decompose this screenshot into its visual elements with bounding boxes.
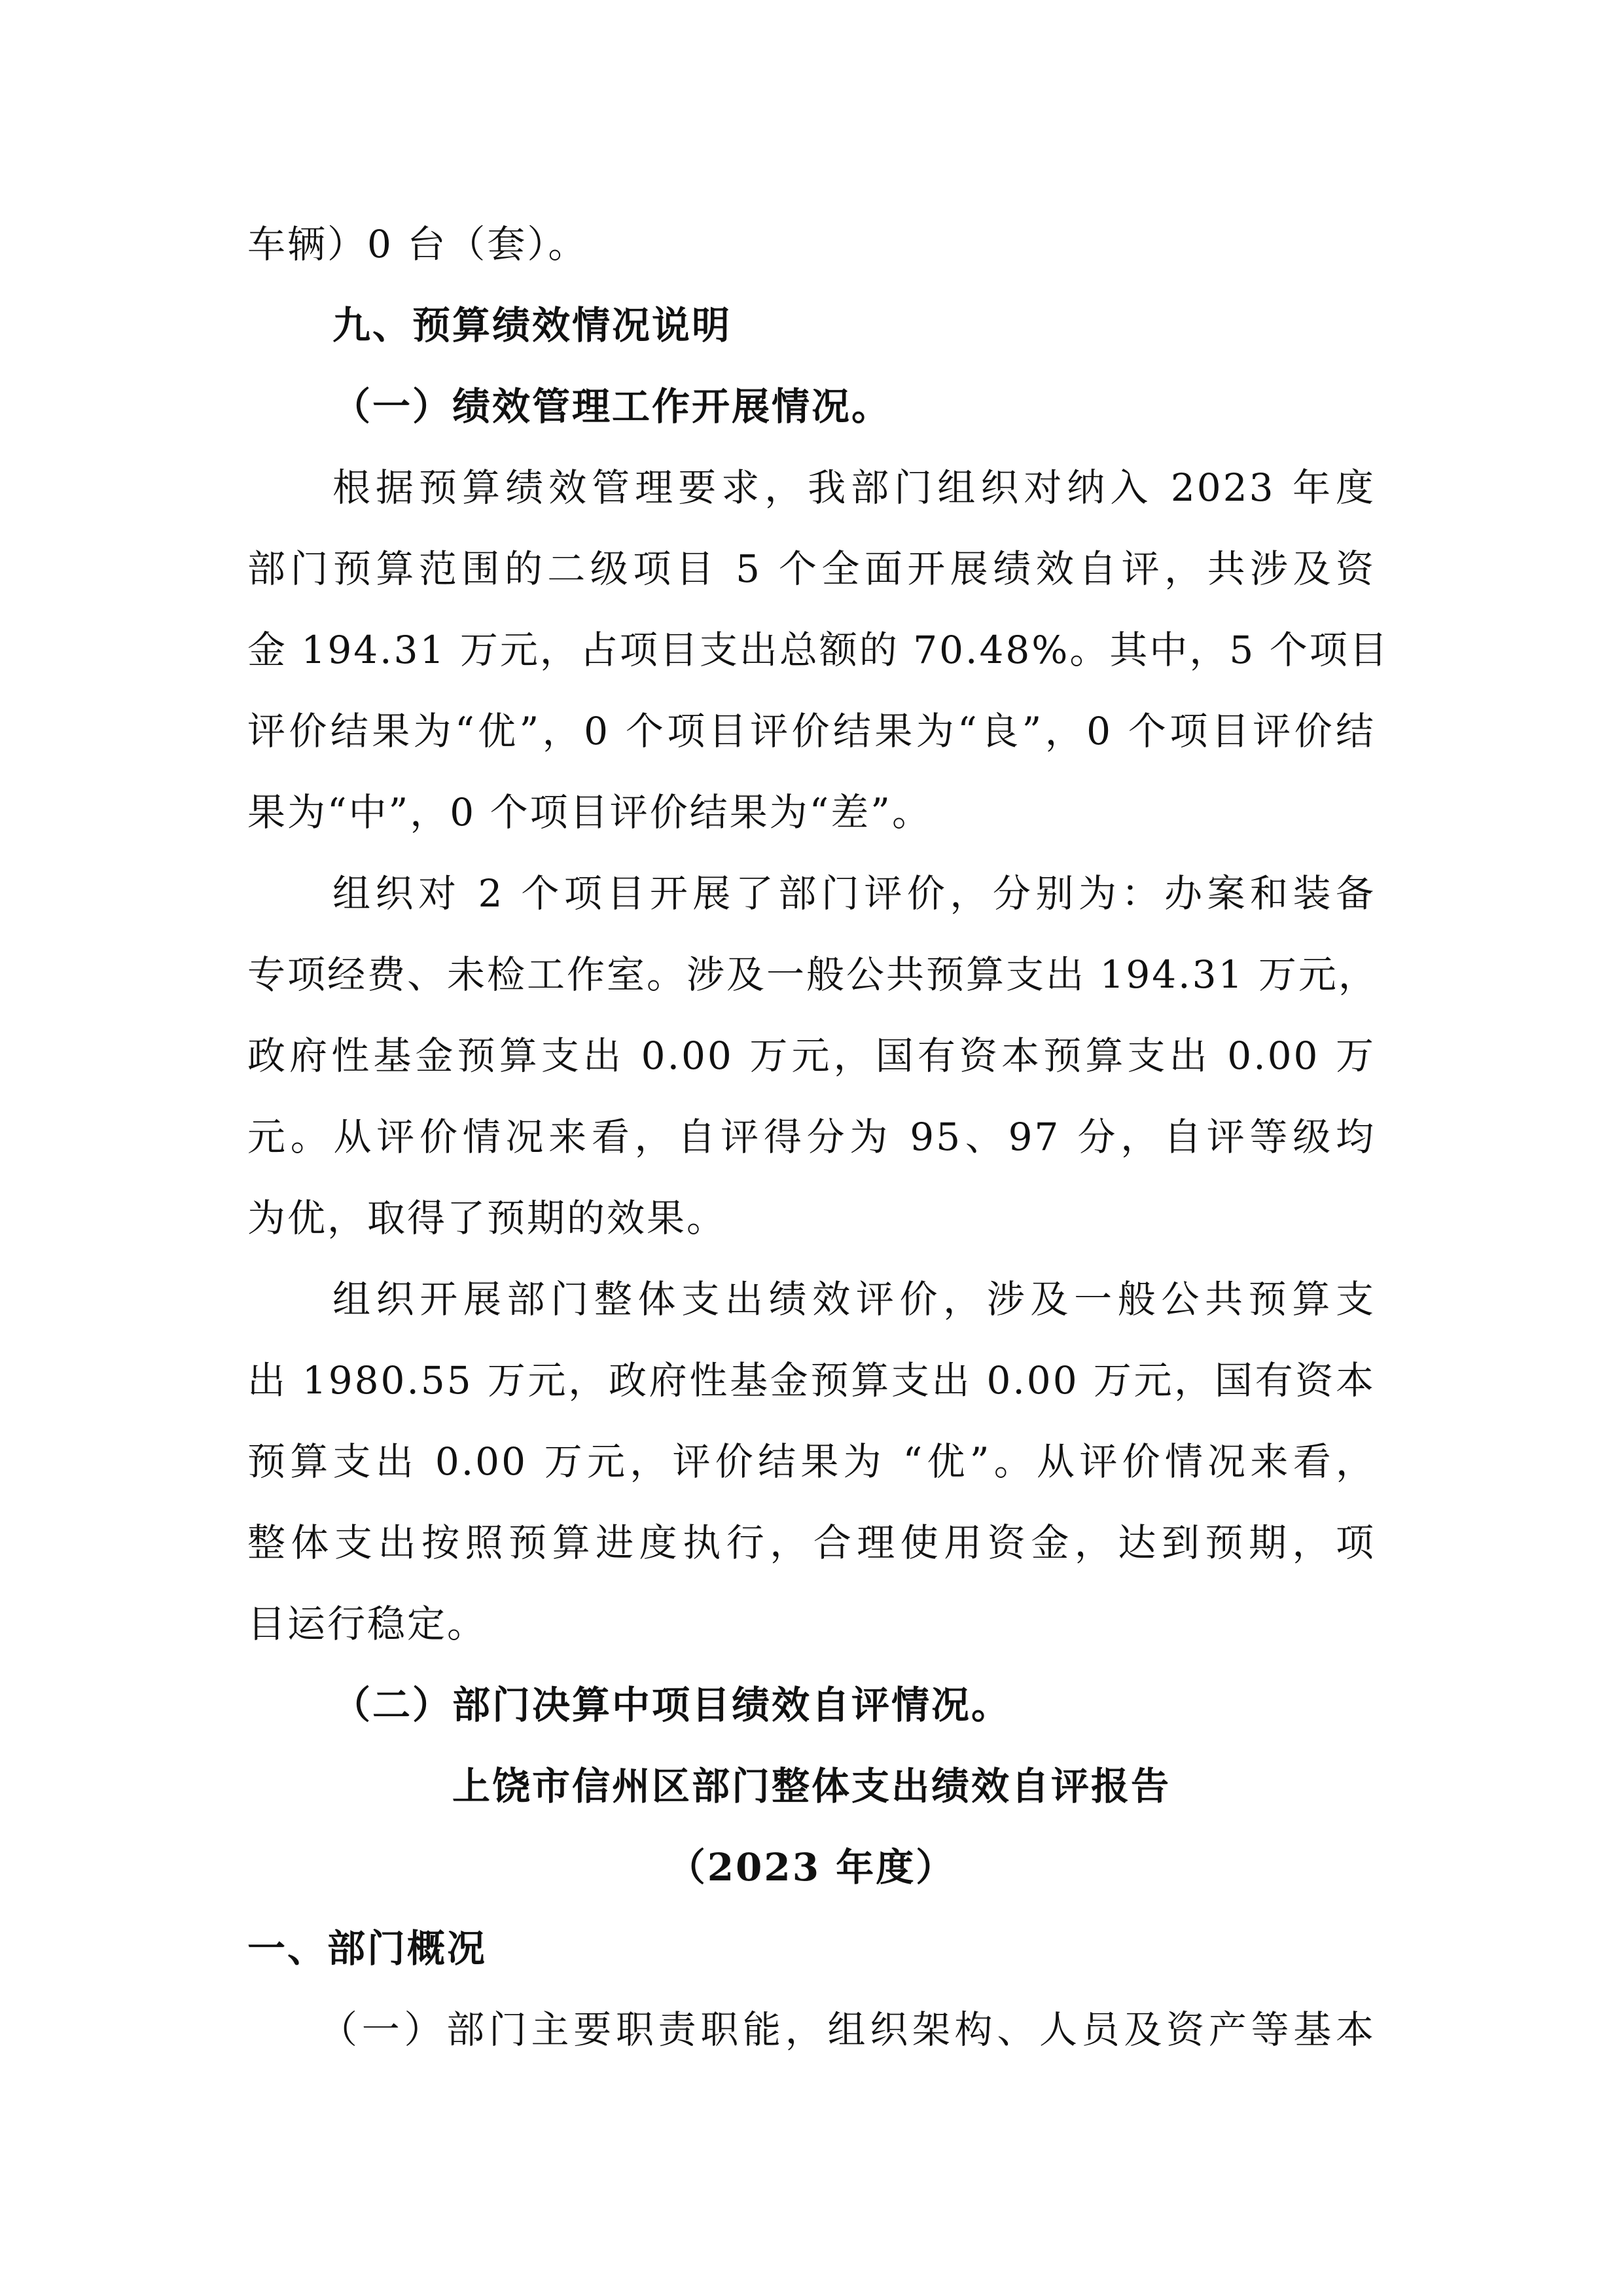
paragraph-line: 元。从评价情况来看，自评得分为 95、97 分，自评等级均 <box>247 1115 1376 1159</box>
section-heading: 一、部门概况 <box>247 1926 488 1971</box>
subsection-heading: （一）绩效管理工作开展情况。 <box>332 384 892 429</box>
paragraph-line: 整体支出按照预算进度执行，合理使用资金，达到预期，项 <box>247 1520 1376 1565</box>
paragraph-line: 金 194.31 万元，占项目支出总额的 70.48%。其中，5 个项目 <box>247 628 1389 672</box>
text-line: 车辆）0 台（套）。 <box>247 222 588 266</box>
paragraph-line: 组织对 2 个项目开展了部门评价，分别为：办案和装备 <box>332 871 1376 916</box>
report-title: 上饶市信州区部门整体支出绩效自评报告 <box>452 1764 1171 1808</box>
paragraph-line: 出 1980.55 万元，政府性基金预算支出 0.00 万元，国有资本 <box>247 1358 1376 1403</box>
paragraph-line: 组织开展部门整体支出绩效评价，涉及一般公共预算支 <box>332 1277 1376 1321</box>
paragraph-line: 政府性基金预算支出 0.00 万元，国有资本预算支出 0.00 万 <box>247 1033 1376 1078</box>
section-heading: 九、预算绩效情况说明 <box>332 303 732 348</box>
paragraph-line: 目运行稳定。 <box>247 1602 488 1646</box>
report-year: （2023 年度） <box>667 1845 956 1890</box>
paragraph-line: 预算支出 0.00 万元，评价结果为 “优”。从评价情况来看， <box>247 1439 1376 1484</box>
paragraph-line: 根据预算绩效管理要求，我部门组织对纳入 2023 年度 <box>332 465 1376 510</box>
paragraph-line: （一）部门主要职责职能，组织架构、人员及资产等基本 <box>319 2007 1376 2052</box>
paragraph-line: 专项经费、未检工作室。涉及一般公共预算支出 194.31 万元， <box>247 952 1378 997</box>
paragraph-line: 果为“中”，0 个项目评价结果为“差”。 <box>247 790 932 834</box>
paragraph-line: 为优，取得了预期的效果。 <box>247 1196 727 1240</box>
paragraph-line: 部门预算范围的二级项目 5 个全面开展绩效自评，共涉及资 <box>247 547 1376 591</box>
paragraph-line: 评价结果为“优”，0 个项目评价结果为“良”，0 个项目评价结 <box>247 709 1376 753</box>
subsection-heading: （二）部门决算中项目绩效自评情况。 <box>332 1683 1012 1727</box>
